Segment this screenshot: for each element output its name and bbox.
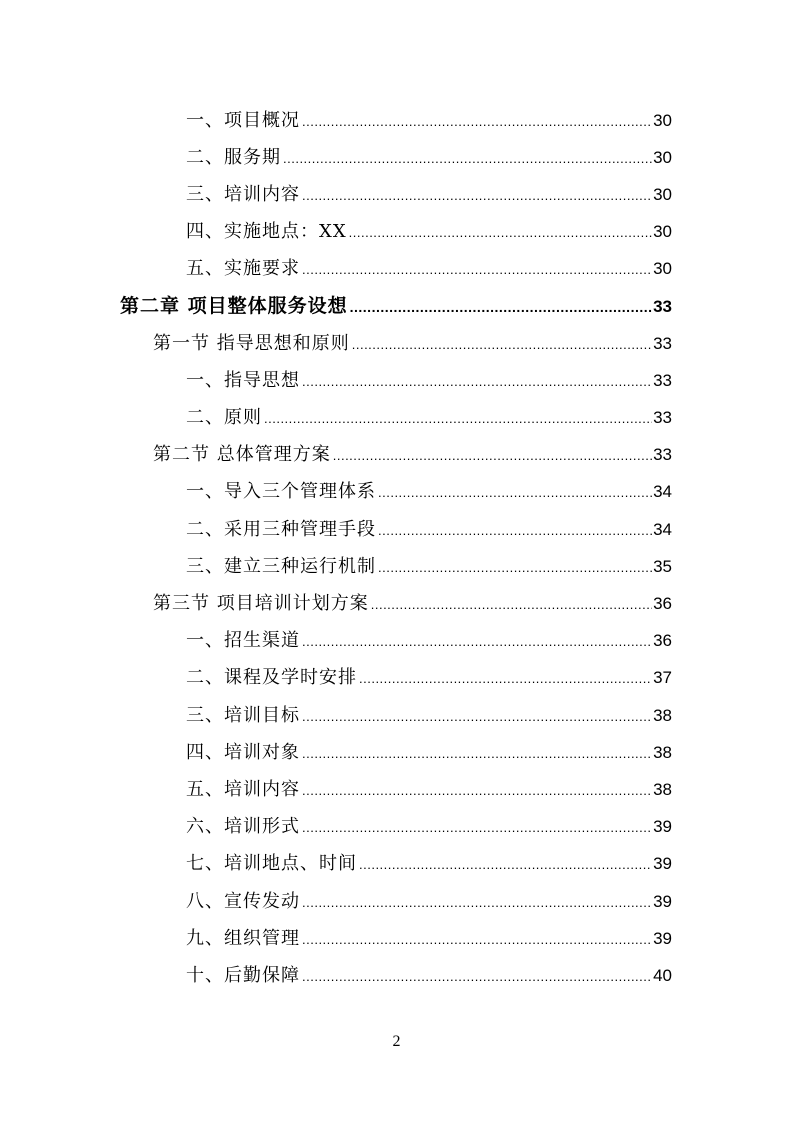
toc-entry[interactable] — [186, 702, 672, 730]
toc-entry-title: 五、培训内容 — [186, 779, 300, 800]
toc-entry[interactable] — [186, 627, 672, 655]
toc-entry-title: 第三节 项目培训计划方案 — [153, 593, 369, 614]
toc-entry-title: 六、培训形式 — [186, 816, 300, 837]
toc-section-entry[interactable] — [153, 330, 672, 358]
toc-entry-title: 四、培训对象 — [186, 742, 300, 763]
toc-entry[interactable] — [186, 404, 672, 432]
toc-entry[interactable] — [186, 516, 672, 544]
toc-entry-page: 33 — [653, 445, 672, 464]
toc-entry[interactable] — [186, 107, 672, 135]
toc-entry[interactable] — [186, 478, 672, 506]
toc-dot-leader — [302, 814, 652, 842]
toc-dot-leader — [302, 703, 652, 731]
toc-dot-leader — [302, 628, 652, 656]
toc-entry-title: 一、导入三个管理体系 — [186, 481, 376, 502]
toc-entry-title: 二、服务期 — [186, 147, 281, 168]
toc-entry-title: 三、培训目标 — [186, 705, 300, 726]
toc-entry-page: 30 — [653, 222, 672, 241]
toc-entry-page: 39 — [653, 892, 672, 911]
toc-entry-page: 30 — [653, 259, 672, 278]
toc-entry[interactable] — [186, 776, 672, 804]
toc-entry-page: 39 — [653, 929, 672, 948]
toc-entry-title: 一、招生渠道 — [186, 630, 300, 651]
toc-entry[interactable] — [186, 553, 672, 581]
toc-dot-leader — [378, 517, 652, 545]
toc-entry[interactable] — [186, 664, 672, 692]
toc-dot-leader — [359, 851, 652, 879]
toc-entry-page: 40 — [653, 966, 672, 985]
toc-entry-page: 35 — [653, 557, 672, 576]
toc-dot-leader — [350, 293, 652, 321]
toc-dot-leader — [302, 740, 652, 768]
toc-entry-title: 二、采用三种管理手段 — [186, 519, 376, 540]
toc-dot-leader — [378, 554, 652, 582]
toc-dot-leader — [302, 256, 652, 284]
toc-entry-page: 30 — [653, 148, 672, 167]
toc-entry-title: 一、指导思想 — [186, 370, 300, 391]
toc-entry-title: 一、项目概况 — [186, 110, 300, 131]
toc-section-entry[interactable] — [153, 590, 672, 618]
toc-chapter-entry[interactable] — [120, 292, 672, 320]
toc-entry[interactable] — [186, 255, 672, 283]
toc-entry[interactable] — [186, 739, 672, 767]
toc-entry-title: 第一节 指导思想和原则 — [153, 333, 350, 354]
toc-dot-leader — [283, 145, 652, 173]
toc-dot-leader — [352, 331, 652, 359]
toc-section-entry[interactable] — [153, 441, 672, 469]
toc-dot-leader — [333, 442, 652, 470]
toc-entry-page: 30 — [653, 111, 672, 130]
toc-entry-page: 34 — [653, 482, 672, 501]
toc-dot-leader — [302, 889, 652, 917]
toc-dot-leader — [302, 777, 652, 805]
toc-entry-title: 二、课程及学时安排 — [186, 667, 357, 688]
toc-dot-leader — [264, 405, 652, 433]
toc-entry-title: 十、后勤保障 — [186, 965, 300, 986]
toc-entry-page: 36 — [653, 631, 672, 650]
toc-entry-page: 36 — [653, 594, 672, 613]
toc-entry-title: 第二节 总体管理方案 — [153, 444, 331, 465]
toc-entry-title: 二、原则 — [186, 407, 262, 428]
toc-entry[interactable] — [186, 925, 672, 953]
toc-entry-page: 38 — [653, 780, 672, 799]
toc-entry-title: 七、培训地点、时间 — [186, 853, 357, 874]
toc-dot-leader — [302, 368, 652, 396]
toc-entry[interactable] — [186, 888, 672, 916]
toc-dot-leader — [302, 108, 652, 136]
toc-dot-leader — [302, 182, 652, 210]
toc-dot-leader — [378, 479, 652, 507]
toc-dot-leader — [349, 219, 652, 247]
toc-entry-page: 37 — [653, 668, 672, 687]
toc-entry-page: 33 — [653, 371, 672, 390]
toc-dot-leader — [359, 665, 652, 693]
toc-entry-page: 33 — [653, 408, 672, 427]
toc-entry[interactable] — [186, 367, 672, 395]
toc-entry-title: 九、组织管理 — [186, 928, 300, 949]
toc-dot-leader — [302, 963, 652, 991]
toc-entry-title: 五、实施要求 — [186, 258, 300, 279]
toc-entry-page: 33 — [653, 297, 672, 316]
toc-entry[interactable] — [186, 144, 672, 172]
toc-entry[interactable] — [186, 850, 672, 878]
toc-entry-page: 34 — [653, 520, 672, 539]
toc-entry[interactable] — [186, 962, 672, 990]
toc-entry-page: 39 — [653, 854, 672, 873]
toc-entry-title: 四、实施地点：XX — [186, 221, 347, 242]
toc-entry-page: 33 — [653, 334, 672, 353]
toc-entry-title: 三、培训内容 — [186, 184, 300, 205]
page-number: 2 — [392, 1033, 401, 1050]
toc-entry-title: 八、宣传发动 — [186, 891, 300, 912]
toc-dot-leader — [302, 926, 652, 954]
toc-entry[interactable] — [186, 218, 672, 246]
toc-entry-title: 第二章 项目整体服务设想 — [120, 295, 348, 317]
toc-entry[interactable] — [186, 181, 672, 209]
toc-entry-page: 38 — [653, 706, 672, 725]
toc-entry-page: 39 — [653, 817, 672, 836]
toc-entry-page: 38 — [653, 743, 672, 762]
toc-entry[interactable] — [186, 813, 672, 841]
toc-entry-page: 30 — [653, 185, 672, 204]
toc-dot-leader — [371, 591, 652, 619]
toc-entry-title: 三、建立三种运行机制 — [186, 556, 376, 577]
